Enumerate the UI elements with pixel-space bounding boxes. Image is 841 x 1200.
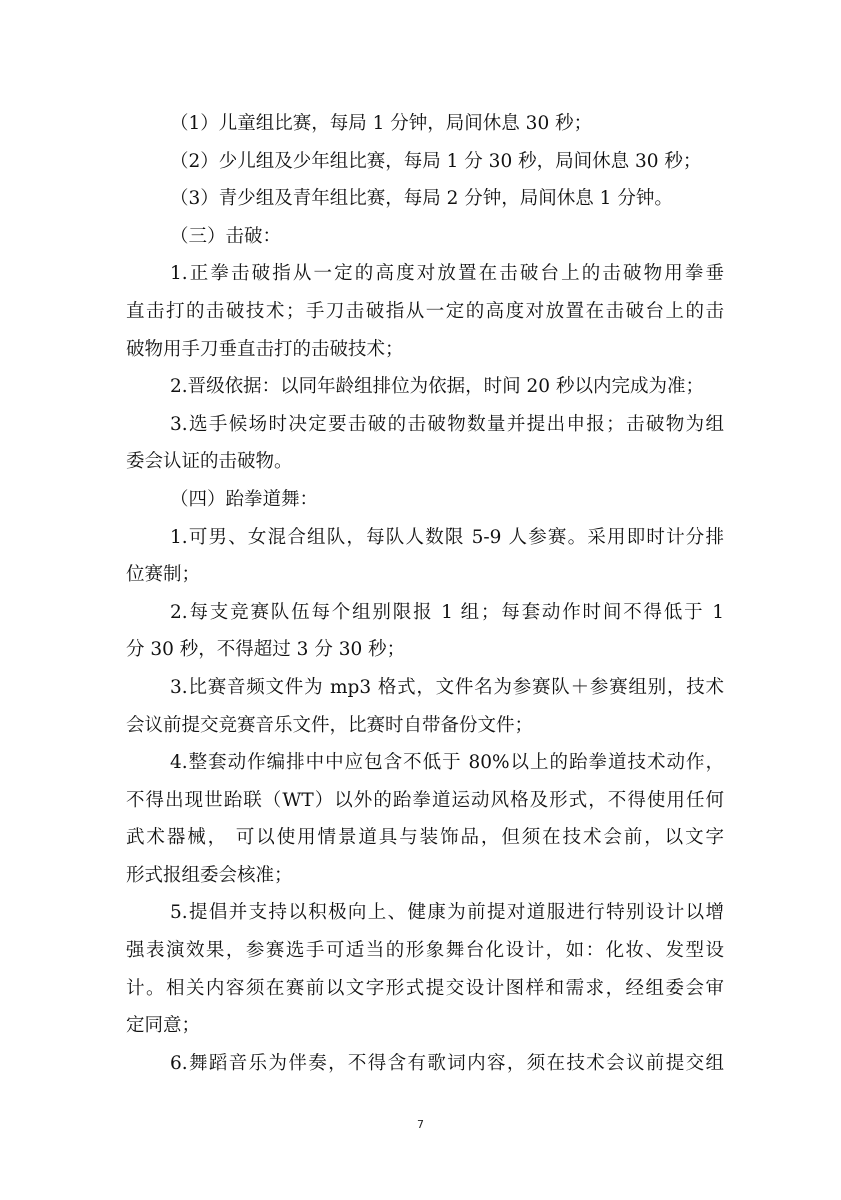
text-line: 位赛制； <box>126 564 201 586</box>
text-line: 不得出现世跆联（WT）以外的跆拳道运动风格及形式，不得使用任何 <box>126 789 724 811</box>
text-line: 武术器械， 可以使用情景道具与装饰品，但须在技术会前，以文字 <box>126 827 724 849</box>
text-line: 分 30 秒，不得超过 3 分 30 秒； <box>126 639 406 661</box>
text-line: 5.提倡并支持以积极向上、健康为前提对道服进行特别设计以增 <box>170 902 724 924</box>
section-heading: （四）跆拳道舞： <box>170 488 319 510</box>
text-line: 定同意； <box>126 1015 201 1037</box>
text-line: 1.正拳击破指从一定的高度对放置在击破台上的击破物用拳垂 <box>170 263 724 285</box>
text-line: 4.整套动作编排中中应包含不低于 80%以上的跆拳道技术动作， <box>170 752 724 774</box>
text-line: 2.每支竞赛队伍每个组别限报 1 组；每套动作时间不得低于 1 <box>170 601 724 623</box>
text-line: 委会认证的击破物。 <box>126 451 293 473</box>
text-line: 直击打的击破技术；手刀击破指从一定的高度对放置在击破台上的击 <box>126 300 724 322</box>
text-line: 2.晋级依据：以同年龄组排位为依据，时间 20 秒以内完成为准； <box>170 376 704 398</box>
text-line: （2）少儿组及少年组比赛，每局 1 分 30 秒，局间休息 30 秒； <box>170 150 702 172</box>
text-line: 1.可男、女混合组队，每队人数限 5-9 人参赛。采用即时计分排 <box>170 526 724 548</box>
section-heading: （三）击破： <box>170 225 282 247</box>
text-line: 3.选手候场时决定要击破的击破物数量并提出申报；击破物为组 <box>170 413 724 435</box>
text-line: 形式报组委会核准； <box>126 864 293 886</box>
text-line: 强表演效果，参赛选手可适当的形象舞台化设计，如：化妆、发型设 <box>126 940 724 962</box>
document-body <box>126 105 724 1082</box>
text-line: 6.舞蹈音乐为伴奏，不得含有歌词内容，须在技术会议前提交组 <box>170 1052 724 1074</box>
text-line: （1）儿童组比赛，每局 1 分钟，局间休息 30 秒； <box>170 113 593 134</box>
text-line: 破物用手刀垂直击打的击破技术； <box>126 338 404 360</box>
page-number: 7 <box>417 1118 424 1131</box>
text-line: （3）青少组及青年组比赛，每局 2 分钟，局间休息 1 分钟。 <box>170 188 673 210</box>
text-line: 计。相关内容须在赛前以文字形式提交设计图样和需求，经组委会审 <box>126 977 724 999</box>
text-line: 会议前提交竞赛音乐文件，比赛时自带备份文件； <box>126 714 534 736</box>
text-line: 3.比赛音频文件为 mp3 格式，文件名为参赛队＋参赛组别，技术 <box>170 676 724 698</box>
